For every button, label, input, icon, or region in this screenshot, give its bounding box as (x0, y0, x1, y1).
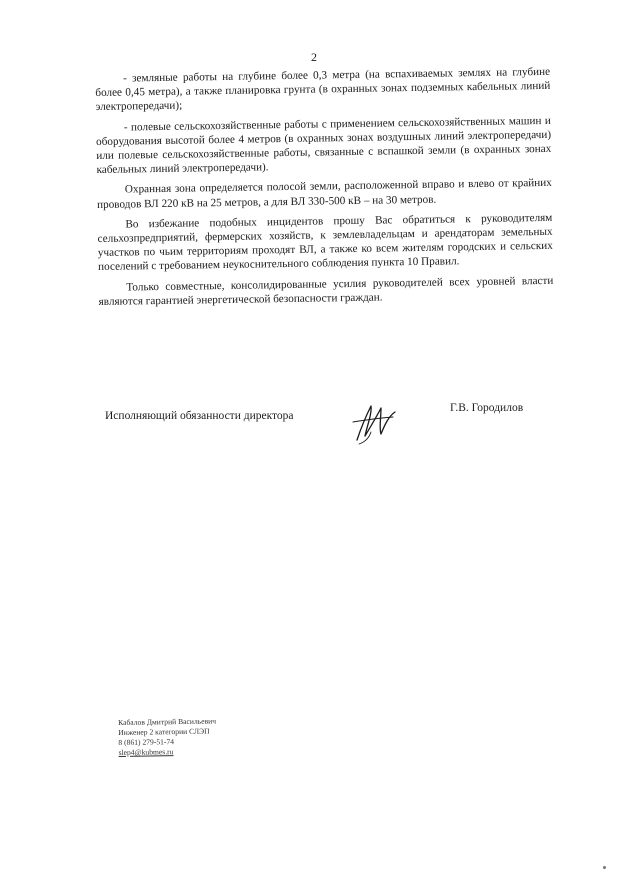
signer-name: Г.В. Городилов (450, 402, 524, 414)
contact-info (118, 716, 217, 758)
handwritten-signature-icon (345, 392, 405, 452)
scan-speck (603, 866, 606, 869)
paragraph-request: Во избежание подобных инцидентов прошу Вас обратиться к руководителям сельхозпредприятий, фермерских хозяйств, к землевладельцам и арендаторам земельных участков по чьим территориям проходят ВЛ, а также ко всем жителям городских и сельских поселений с требованием неукоснительного соблюдения пункта 10 Правил. (97, 211, 553, 274)
letter-body (95, 65, 554, 315)
contact-phone: 8 (861) 279-51-74 (118, 737, 175, 747)
paragraph-protection-zone: Охранная зона определяется полосой земли, расположенной вправо и влево от крайних проводов ВЛ 220 кВ на 25 метров, а для ВЛ 330-500 кВ – на 30 метров. (96, 177, 552, 211)
paragraph-earthworks: - земляные работы на глубине более 0,3 метра (на вспахиваемых землях на глубине более 0,45 метра), а также планировка грунта (в охранных зонах подземных кабельных линий электропередачи); (95, 65, 551, 114)
signer-role: Исполняющий обязанности директора (105, 410, 294, 422)
contact-position: Инженер 2 категории СЛЭП (118, 726, 210, 737)
page-number: 2 (311, 50, 317, 64)
signature-block (100, 402, 540, 462)
paragraph-field-works: - полевые сельскохозяйственные работы с применением сельскохозяйственных машин и оборудования высотой более 4 метров (в охранных зонах воздушных линий электропередачи) или полевые сельскохозяйственные работы, связанные с вспашкой земли (в охранных зонах кабельных линий электропередачи). (96, 114, 552, 177)
paragraph-conclusion: Только совместные, консолидированные усилия руководителей всех уровней власти являются гарантией энергетической безопасности граждан. (98, 274, 554, 308)
contact-name: Кабалов Дмитрий Васильевич (118, 716, 217, 727)
contact-email: slep4@kubmes.ru (118, 747, 174, 757)
